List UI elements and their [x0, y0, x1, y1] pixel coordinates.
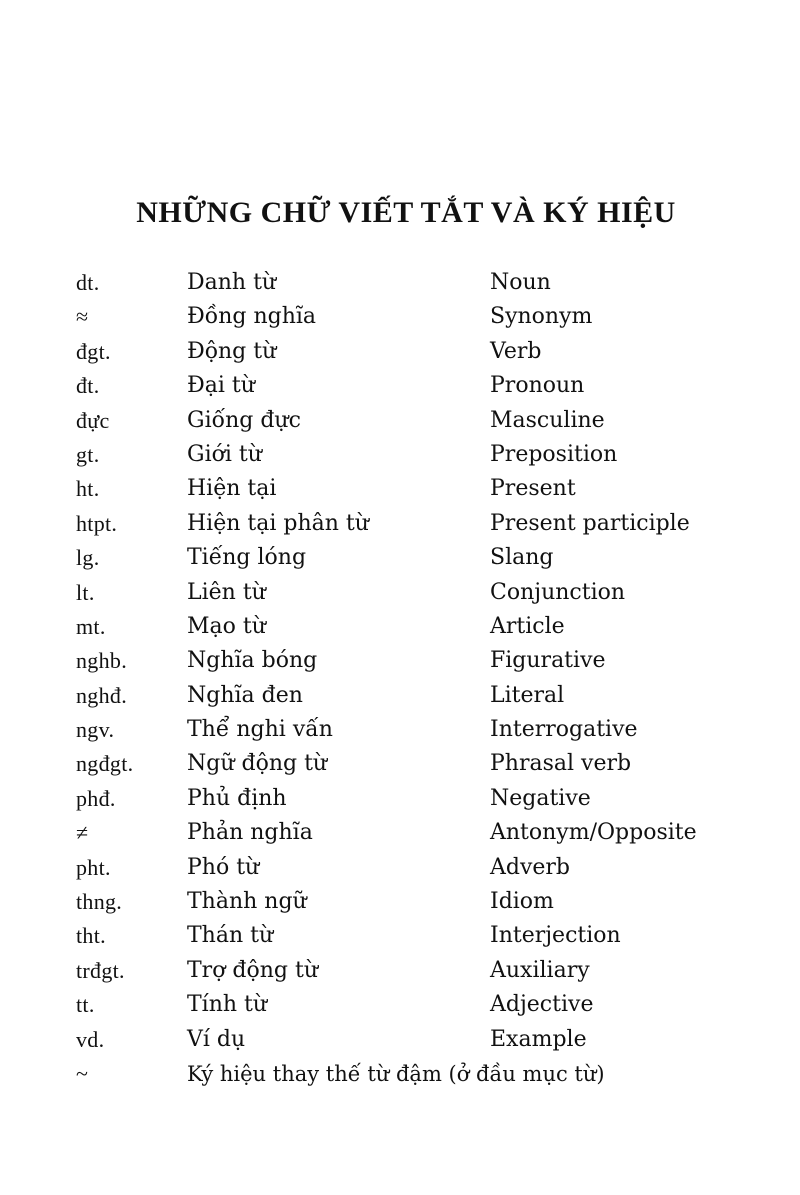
vietnamese-term: Thán từ [187, 923, 274, 949]
vietnamese-term: Hiện tại phân từ [187, 510, 369, 536]
english-term: Slang [490, 545, 554, 571]
abbreviation: nghb. [76, 648, 127, 674]
abbreviation-row [0, 300, 800, 334]
english-term: Present participle [490, 510, 690, 536]
abbreviation: lg. [76, 545, 100, 571]
english-term: Antonym/Opposite [490, 820, 697, 846]
abbreviation-row [0, 644, 800, 678]
abbreviation: ~ [76, 1060, 89, 1086]
abbreviation-row [0, 369, 800, 403]
abbreviation-row [0, 816, 800, 850]
english-term: Interrogative [490, 717, 638, 743]
abbreviation-row [0, 1023, 800, 1057]
english-term: Literal [490, 682, 565, 708]
abbreviation: thng. [76, 889, 123, 915]
abbreviation: ≈ [76, 304, 89, 330]
abbreviation: htpt. [76, 510, 118, 536]
english-term: Interjection [490, 923, 621, 949]
english-term: Article [490, 613, 565, 639]
abbreviation: đt. [76, 373, 100, 399]
abbreviation: dt. [76, 270, 100, 295]
abbreviation-row [0, 713, 800, 747]
english-term: Adjective [490, 992, 594, 1018]
vietnamese-term: Ví dụ [187, 1026, 246, 1052]
english-term: Figurative [490, 648, 606, 674]
vietnamese-term: Phó từ [187, 854, 260, 880]
vietnamese-term: Liên từ [187, 579, 266, 605]
abbreviation-row [0, 266, 800, 300]
english-term: Verb [490, 338, 542, 364]
abbreviation: nghđ. [76, 682, 127, 708]
english-term: Auxiliary [490, 957, 590, 983]
page-title: NHỮNG CHỮ VIẾT TẮT VÀ KÝ HIỆU [136, 196, 676, 229]
abbreviation-row [0, 507, 800, 541]
vietnamese-term: Giới từ [187, 441, 262, 467]
vietnamese-term: Ngữ động từ [187, 751, 328, 777]
abbreviation: vd. [76, 1026, 105, 1052]
abbreviation: ≠ [76, 820, 89, 846]
abbreviation: pht. [76, 854, 111, 880]
vietnamese-term: Động từ [187, 338, 277, 364]
vietnamese-term: Trợ động từ [187, 957, 319, 983]
vietnamese-term: Giống đực [187, 407, 301, 433]
abbreviation: phđ. [76, 785, 116, 811]
vietnamese-term: Danh từ [187, 270, 277, 295]
english-term: Negative [490, 785, 591, 811]
abbreviation: tht. [76, 923, 106, 949]
abbreviation: gt. [76, 441, 100, 467]
english-term: Synonym [490, 304, 593, 330]
abbreviation-row [0, 954, 800, 988]
abbreviation-list [0, 266, 800, 1091]
vietnamese-term: Ký hiệu thay thế từ đậm (ở đầu mục từ) [187, 1061, 605, 1086]
vietnamese-term: Tính từ [187, 992, 268, 1018]
abbreviation-row [0, 885, 800, 919]
abbreviation-row [0, 576, 800, 610]
abbreviation-row [0, 988, 800, 1022]
vietnamese-term: Mạo từ [187, 613, 266, 639]
abbreviation: đgt. [76, 338, 111, 364]
english-term: Pronoun [490, 373, 585, 399]
abbreviation: ngđgt. [76, 751, 134, 777]
vietnamese-term: Nghĩa đen [187, 682, 303, 708]
english-term: Preposition [490, 441, 618, 467]
abbreviation-row [0, 851, 800, 885]
abbreviation: tt. [76, 992, 95, 1018]
english-term: Masculine [490, 407, 605, 433]
vietnamese-term: Phủ định [187, 785, 287, 811]
english-term: Noun [490, 270, 551, 295]
english-term: Idiom [490, 889, 554, 915]
english-term: Conjunction [490, 579, 626, 605]
abbreviation-row [0, 438, 800, 472]
abbreviation-row [0, 541, 800, 575]
vietnamese-term: Thành ngữ [187, 889, 307, 915]
abbreviation: ht. [76, 476, 100, 502]
vietnamese-term: Hiện tại [187, 476, 277, 502]
english-term: Adverb [490, 854, 571, 880]
abbreviation-row [0, 335, 800, 369]
abbreviation-row [0, 1057, 800, 1091]
abbreviation-row [0, 919, 800, 953]
abbreviation: trđgt. [76, 957, 125, 983]
abbreviation-row [0, 679, 800, 713]
vietnamese-term: Nghĩa bóng [187, 648, 318, 674]
english-term: Phrasal verb [490, 751, 632, 777]
abbreviation: đực [76, 407, 110, 433]
abbreviation-row [0, 610, 800, 644]
abbreviation-row [0, 404, 800, 438]
english-term: Present [490, 476, 576, 502]
vietnamese-term: Thể nghi vấn [187, 717, 333, 743]
abbreviation-row [0, 747, 800, 781]
abbreviation: mt. [76, 613, 106, 639]
vietnamese-term: Phản nghĩa [187, 820, 313, 846]
english-term: Example [490, 1026, 587, 1052]
vietnamese-term: Đồng nghĩa [187, 304, 317, 330]
abbreviation: lt. [76, 579, 95, 605]
abbreviation-row [0, 782, 800, 816]
vietnamese-term: Tiếng lóng [187, 545, 307, 571]
abbreviation-row [0, 472, 800, 506]
abbreviation: ngv. [76, 717, 115, 743]
vietnamese-term: Đại từ [187, 373, 255, 399]
